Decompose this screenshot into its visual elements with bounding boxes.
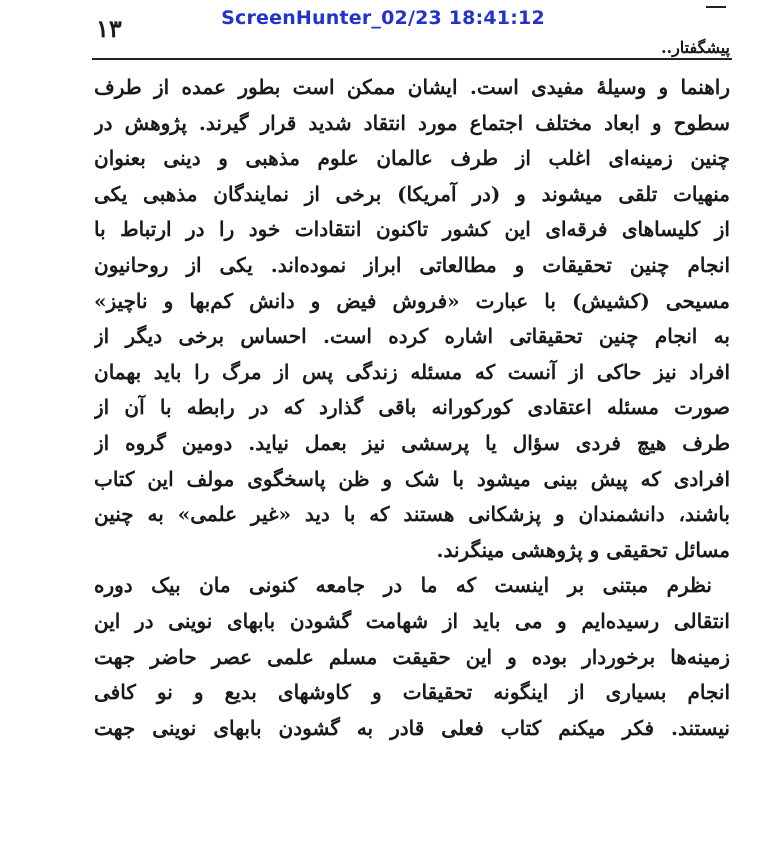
header-rule bbox=[92, 58, 732, 60]
text-line: زمینه‌ها برخوردار بوده و این حقیقت مسلم علمی عصر حاضر جهت bbox=[94, 644, 730, 669]
text-line: مسیحی (کشیش) با عبارت «فروش فیض و دانش کم‌بها و ناچیز» bbox=[94, 288, 730, 313]
body-text bbox=[94, 70, 730, 746]
text-line: چنین زمینه‌ای اغلب از طرف عالمان علوم مذهبی و دینی بعنوان bbox=[94, 146, 730, 171]
text-line: افرادی که پیش بینی میشود با شک و ظن پاسخگوی مولف این کتاب bbox=[94, 466, 730, 491]
text-line: نیستند. فکر میکنم کتاب فعلی قادر به گشودن بابهای نوینی جهت bbox=[94, 715, 730, 740]
text-line: از کلیساهای فرقه‌ای این کشور تاکنون انتقادات خود را در ارتباط با bbox=[94, 217, 730, 242]
screenhunter-watermark: ScreenHunter_02/23 18:41:12 bbox=[221, 7, 545, 29]
page-number: ۱۳ bbox=[96, 14, 122, 43]
text-line-paragraph-start: نظرم مبتنی بر اینست که ما در جامعه کنونی مان بیک دوره bbox=[94, 573, 712, 598]
text-line: انتقالی رسیده‌ایم و می باید از شهامت گشودن بابهای نوینی در این bbox=[94, 608, 730, 633]
text-line: طرف هیچ فردی سؤال یا پرسشی نیز بعمل نیاید. دومین گروه از bbox=[94, 430, 730, 455]
top-corner-mark bbox=[706, 6, 726, 8]
text-line: افراد نیز حاکی از آنست که مسئله زندگی پس از مرگ را باید بهمان bbox=[94, 359, 730, 384]
text-line: راهنما و وسیلهٔ مفیدی است. ایشان ممکن است بطور عمده از طرف bbox=[94, 75, 730, 99]
running-head: پیشگفتار.. bbox=[660, 38, 730, 57]
text-line: انجام بسیاری از اینگونه تحقیقات و کاوشهای بدیع و نو کافی bbox=[94, 680, 730, 705]
text-line: باشند، دانشمندان و پزشکانی هستند که با دید «غیر علمی» به چنین bbox=[94, 502, 730, 527]
text-line: انجام چنین تحقیقات و مطالعاتی ابراز نموده‌اند. یکی از روحانیون bbox=[94, 252, 730, 277]
text-line: صورت مسئله اعتقادی کورکورانه باقی گذارد که در رابطه با آن از bbox=[94, 395, 730, 420]
text-line: سطوح و ابعاد مختلف اجتماع مورد انتقاد شدید قرار گیرند. پژوهش در bbox=[94, 110, 730, 135]
text-line-paragraph-end: مسائل تحقیقی و پژوهشی مینگرند. bbox=[436, 537, 730, 562]
text-line: منهیات تلقی میشوند و (در آمریکا) برخی از نمایندگان مذهبی یکی bbox=[94, 181, 730, 206]
text-line: به انجام چنین تحقیقاتی اشاره کرده است. احساس برخی دیگر از bbox=[94, 324, 730, 349]
